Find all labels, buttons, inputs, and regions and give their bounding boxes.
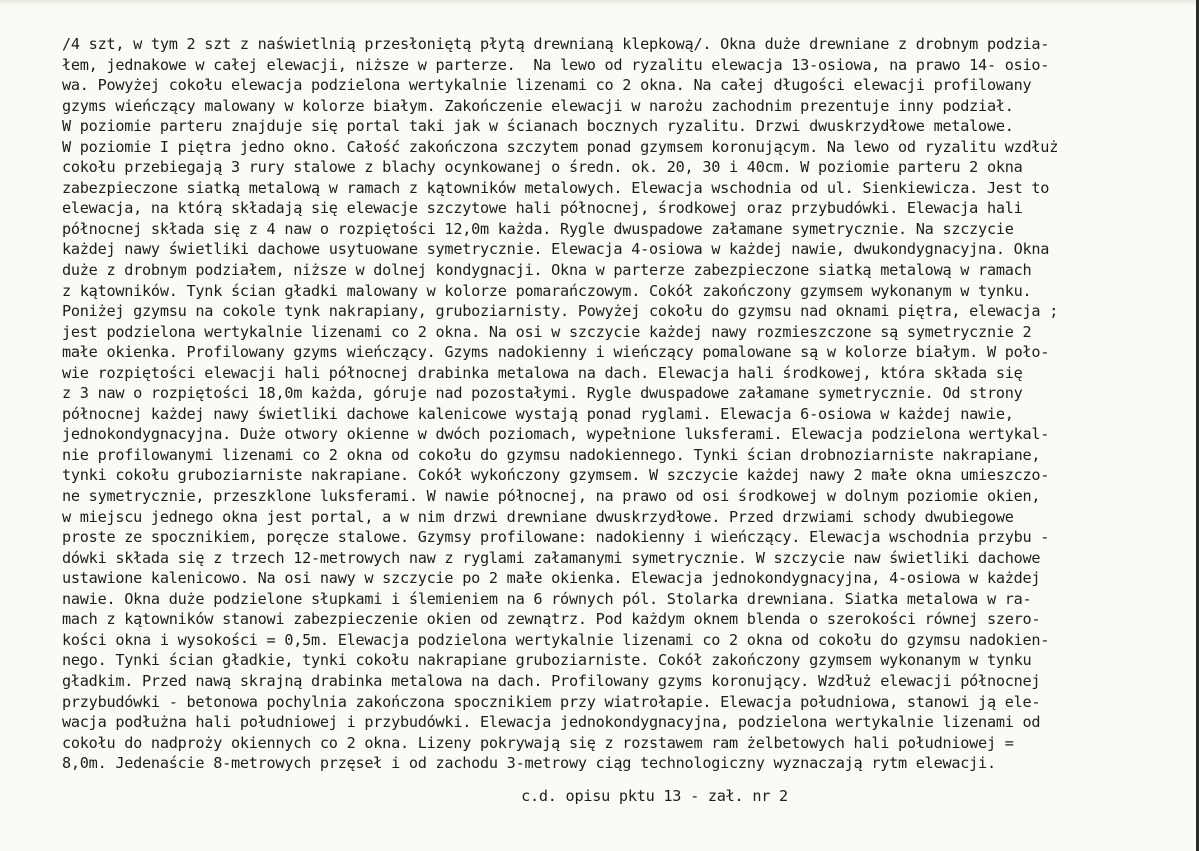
text-line: proste ze spocznikiem, poręcze stalowe. Gzymsy profilowane: nadokienny i wieńczący. Elewacja wschodnia przybu - bbox=[62, 528, 1050, 547]
text-line: W poziomie parteru znajduje się portal taki jak w ścianach bocznych ryzalitu. Drzwi dwuskrzydłowe metalowe. bbox=[62, 117, 1014, 136]
text-line: jest podzielona wertykalnie lizenami co 2 okna. Na osi w szczycie każdej nawy rozmieszczone są symetrycznie 2 bbox=[62, 322, 1032, 341]
text-line: wa. Powyżej cokołu elewacja podzielona wertykalnie lizenami co 2 okna. Na całej długości elewacji profilowany bbox=[62, 76, 1032, 95]
text-line: przybudówki - betonowa pochylnia zakończona spocznikiem przy wiatrołapie. Elewacja południowa, stanowi ją ele- bbox=[62, 692, 1041, 711]
text-line: nawie. Okna duże podzielone słupkami i ślemieniem na 6 równych pól. Stolarka drewniana. Siatka metalowa w ra- bbox=[62, 589, 1032, 608]
text-line: mach z kątowników stanowi zabezpieczenie okien od zewnątrz. Pod każdym oknem blenda o szerokości równej szero- bbox=[62, 610, 1041, 629]
text-line: jednokondygnacyjna. Duże otwory okienne w dwóch poziomach, wypełnione luksferami. Elewacja podzielona wertykal- bbox=[62, 425, 1050, 444]
text-line: Poniżej gzymsu na cokole tynk nakrapiany, gruboziarnisty. Powyżej cokołu do gzymsu nad oknami piętra, elewacja ; bbox=[62, 302, 1059, 321]
text-line: cokołu przebiegają 3 rury stalowe z blachy ocynkowanej o średn. ok. 20, 30 i 40cm. W poziomie parteru 2 okna bbox=[62, 158, 1023, 177]
text-line: dówki składa się z trzech 12-metrowych naw z ryglami załamanymi symetrycznie. W szczycie naw świetliki dachowe bbox=[62, 548, 1041, 567]
text-line: gzyms wieńczący malowany w kolorze białym. Zakończenie elewacji w narożu zachodnim prezentuje inny podział. bbox=[62, 96, 1014, 115]
text-line: w miejscu jednego okna jest portal, a w nim drzwi drewniane dwuskrzydłowe. Przed drzwiami schody dwubiegowe bbox=[62, 507, 1014, 526]
text-line: z kątowników. Tynk ścian gładki malowany w kolorze pomarańczowym. Cokół zakończony gzymsem wykonanym w tynku. bbox=[62, 281, 1032, 300]
text-line: duże z drobnym podziałem, niższe w dolnej kondygnacji. Okna w parterze zabezpieczone siatką metalową w ramach bbox=[62, 261, 1032, 280]
text-line: gładkim. Przed nawą skrajną drabinka metalowa na dach. Profilowany gzyms koronujący. Wzdłuż elewacji północnej bbox=[62, 671, 1041, 690]
text-line: łem, jednakowe w całej elewacji, niższe w parterze. Na lewo od ryzalitu elewacja 13-osiowa, na prawo 14- osio- bbox=[62, 55, 1050, 74]
text-line: północnej składa się z 4 naw o rozpiętości 12,0m każda. Rygle dwuspadowe załamane symetrycznie. Na szczycie bbox=[62, 219, 1014, 238]
text-line: z 3 naw o rozpiętości 18,0m każda, góruje nad pozostałymi. Rygle dwuspadowe załamane symetrycznie. Od strony bbox=[62, 384, 1023, 403]
text-line: każdej nawy świetliki dachowe usytuowane symetrycznie. Elewacja 4-osiowa w każdej nawie, dwukondygnacyjna. Okna bbox=[62, 240, 1050, 259]
text-line: 8,0m. Jedenaście 8-metrowych przęseł i od zachodu 3-metrowy ciąg technologiczny wyznaczają rytm elewacji. bbox=[62, 754, 996, 773]
page-footer: c.d. opisu pktu 13 - zał. nr 2 bbox=[521, 787, 788, 805]
text-line: ustawione kalenicowo. Na osi nawy w szczycie po 2 małe okienka. Elewacja jednokondygnacyjna, 4-osiowa w każdej bbox=[62, 569, 1041, 588]
text-line: W poziomie I piętra jedno okno. Całość zakończona szczytem ponad gzymsem koronującym. Na lewo od ryzalitu wzdłuż bbox=[62, 137, 1059, 156]
text-line: nego. Tynki ścian gładkie, tynki cokołu nakrapiane gruboziarniste. Cokół zakończony gzymsem wykonanym w tynku bbox=[62, 651, 1032, 670]
text-line: kości okna i wysokości = 0,5m. Elewacja podzielona wertykalnie lizenami co 2 okna od cokołu do gzymsu nadokien- bbox=[62, 630, 1050, 649]
text-line: cokołu do nadproży okiennych co 2 okna. Lizeny pokrywają się z rozstawem ram żelbetowych hali południowej = bbox=[62, 733, 1014, 752]
text-line: ne symetrycznie, przeszklone luksferami. W nawie północnej, na prawo od osi środkowej w dolnym poziomie okien, bbox=[62, 487, 1041, 506]
text-line: wacja podłużna hali południowej i przybudówki. Elewacja jednokondygnacyjna, podzielona wertykalnie lizenami od bbox=[62, 713, 1041, 732]
text-line: zabezpieczone siatką metalową w ramach z kątowników metalowych. Elewacja wschodnia od ul. Sienkiewicza. Jest to bbox=[62, 178, 1050, 197]
text-line: małe okienka. Profilowany gzyms wieńczący. Gzyms nadokienny i wieńczący pomalowane są w kolorze białym. W poło- bbox=[62, 343, 1050, 362]
text-line: północnej każdej nawy świetliki dachowe kalenicowe wystają ponad ryglami. Elewacja 6-osiowa w każdej nawie, bbox=[62, 404, 1014, 423]
text-line: /4 szt, w tym 2 szt z naświetlnią przesłoniętą płytą drewnianą klepkową/. Okna duże drewniane z drobnym podzia- bbox=[62, 35, 1050, 53]
typewritten-text-block bbox=[62, 34, 1192, 774]
text-line: wie rozpiętości elewacji hali północnej drabinka metalowa na dach. Elewacja hali środkowej, która składa się bbox=[62, 363, 1023, 382]
text-line: tynki cokołu gruboziarniste nakrapiane. Cokół wykończony gzymsem. W szczycie każdej nawy 2 małe okna umieszczo- bbox=[62, 466, 1050, 485]
text-line: elewacja, na którą składają się elewacje szczytowe hali północnej, środkowej oraz przybudówki. Elewacja hali bbox=[62, 199, 1023, 218]
text-line: nie profilowanymi lizenami co 2 okna od cokołu do gzymsu nadokiennego. Tynki ścian drobnoziarniste nakrapiane, bbox=[62, 445, 1041, 464]
